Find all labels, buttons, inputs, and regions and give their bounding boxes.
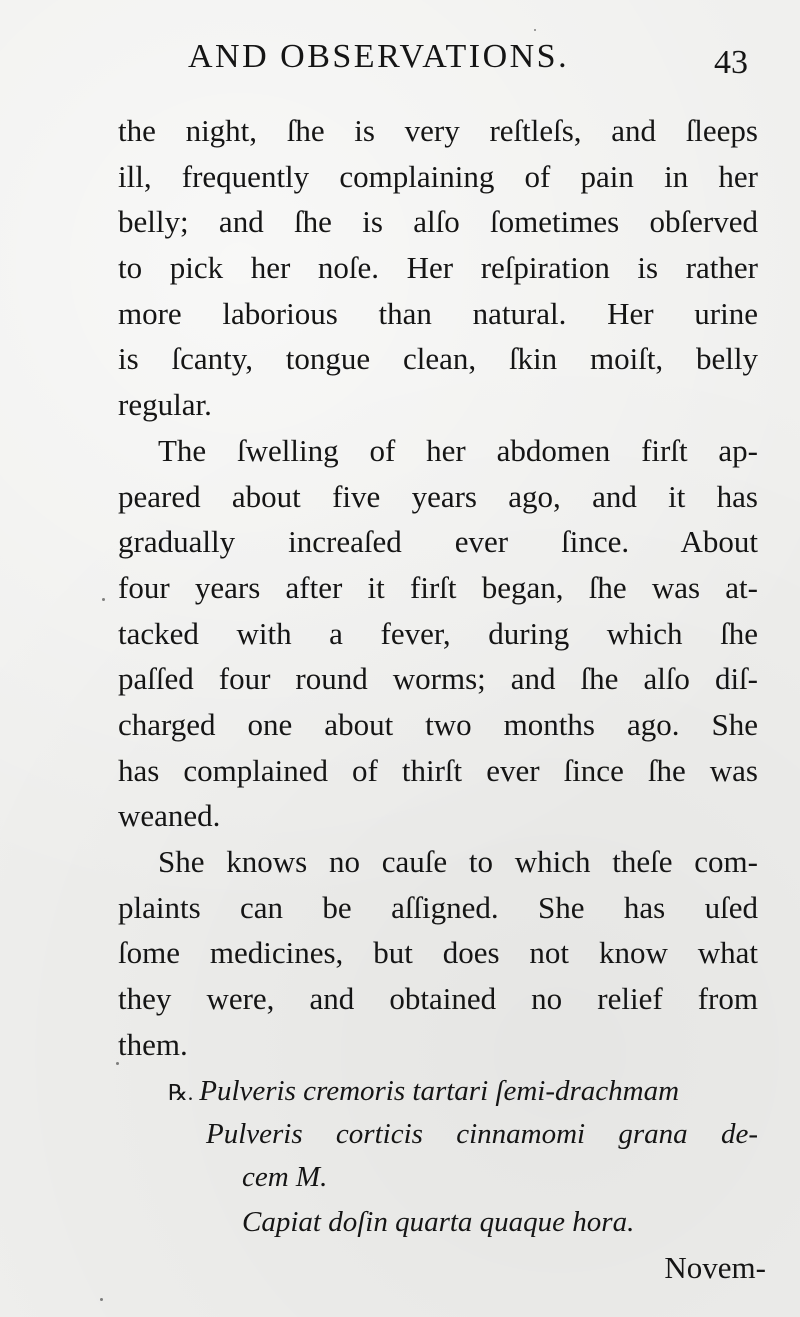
- text-line: plaints can be aſſigned. She has uſed: [118, 889, 758, 925]
- prescription-directions: Capiat doſin quarta quaque hora.: [242, 1206, 635, 1238]
- page-header: [188, 34, 748, 84]
- ink-speck: [102, 598, 105, 601]
- text-line: four years after it firſt began, ſhe was at-: [118, 569, 758, 605]
- text-line: gradually increaſed ever ſince. About: [118, 524, 758, 560]
- page-number: 43: [714, 44, 748, 81]
- text-line: to pick her noſe. Her reſpiration is rather: [118, 250, 758, 286]
- catchword: Novem-: [664, 1250, 766, 1285]
- text-line: they were, and obtained no relief from: [118, 981, 758, 1017]
- text-line: peared about five years ago, and it has: [118, 478, 758, 514]
- text-line: weaned.: [118, 798, 221, 834]
- text-line: She knows no cauſe to which theſe com-: [158, 844, 758, 879]
- text-line: charged one about two months ago. She: [118, 706, 758, 742]
- text-line: ill, frequently complaining of pain in her: [118, 158, 758, 194]
- body-text: [118, 108, 758, 1067]
- text-line: The ſwelling of her abdomen firſt ap-: [158, 432, 758, 468]
- text-line: ſome medicines, but does not know what: [118, 935, 758, 971]
- ink-speck: [116, 1062, 119, 1065]
- text-line: them.: [118, 1026, 188, 1062]
- prescription-line: cem M.: [242, 1161, 328, 1193]
- text-line: has complained of thirſt ever ſince ſhe was: [118, 752, 758, 788]
- ink-speck: [100, 1298, 103, 1301]
- prescription: [168, 1070, 758, 1244]
- text-line: tacked with a fever, during which ſhe: [118, 615, 758, 651]
- text-line: the night, ſhe is very reſtleſs, and ſleeps: [118, 113, 758, 148]
- text-line: more laborious than natural. Her urine: [118, 295, 758, 331]
- text-line: is ſcanty, tongue clean, ſkin moiſt, belly: [118, 341, 758, 377]
- text-line: belly; and ſhe is alſo ſometimes obſerved: [118, 204, 758, 240]
- prescription-text: Pulveris cremoris tartari ſemi-drachmam: [199, 1075, 680, 1107]
- ink-speck: [534, 29, 536, 31]
- prescription-line: Pulveris corticis cinnamomi grana de-: [206, 1118, 758, 1150]
- text-line: regular.: [118, 387, 212, 423]
- prescription-line: [168, 1070, 758, 1113]
- running-head: AND OBSERVATIONS.: [188, 38, 570, 75]
- recipe-symbol: ℞.: [168, 1080, 194, 1105]
- text-line: paſſed four round worms; and ſhe alſo diſ-: [118, 661, 758, 697]
